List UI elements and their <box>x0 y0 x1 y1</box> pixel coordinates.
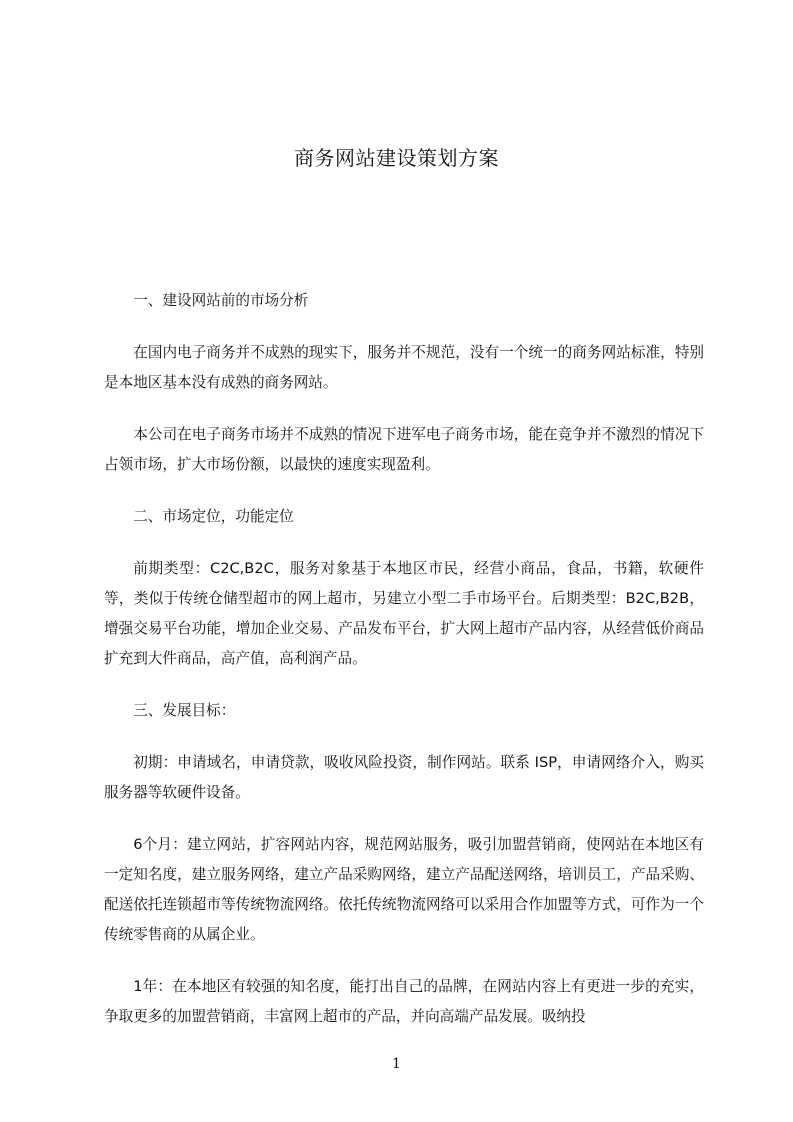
paragraph-market-situation: 在国内电子商务并不成熟的现实下，服务并不规范，没有一个统一的商务网站标准，特别是本地区基本没有成熟的商务网站。 <box>104 344 704 391</box>
section-heading-market-analysis: 一、建设网站前的市场分析 <box>133 292 309 309</box>
paragraph-goal-one-year: 1年：在本地区有较强的知名度，能打出自己的品牌，在网站内容上有更进一步的充实，争取更多的加盟营销商，丰富网上超市的产品，并向高端产品发展。吸纳投 <box>104 978 704 1025</box>
page-number: 1 <box>392 1056 401 1072</box>
document-body <box>104 286 704 1054</box>
document-title: 商务网站建设策划方案 <box>294 146 499 170</box>
paragraph-goal-six-months: 6个月：建立网站，扩容网站内容，规范网站服务，吸引加盟营销商，使网站在本地区有一定知名度，建立服务网络，建立产品采购网络，建立产品配送网络，培训员工，产品采购、配送依托连锁超市等传统物流网络。依托传统物流网络可以采用合作加盟等方式，可作为一个传统零售商的从属企业。 <box>104 836 704 943</box>
paragraph-positioning-types: 前期类型：C2C,B2C，服务对象基于本地区市民，经营小商品，食品，书籍，软硬件等，类似于传统仓储型超市的网上超市，另建立小型二手市场平台。后期类型：B2C,B2B，增强交易平台功能，增加企业交易、产品发布平台，扩大网上超市产品内容，从经营低价商品扩充到大件商品，高产值，高利润产品。 <box>104 560 704 667</box>
paragraph-company-entry: 本公司在电子商务市场并不成熟的情况下进军电子商务市场，能在竞争并不激烈的情况下占领市场，扩大市场份额，以最快的速度实现盈利。 <box>104 426 704 473</box>
paragraph-goal-initial: 初期：申请域名，申请贷款，吸收风险投资，制作网站。联系 ISP，申请网络介入，购买服务器等软硬件设备。 <box>104 754 704 801</box>
section-heading-goals: 三、发展目标： <box>133 702 236 719</box>
section-heading-positioning: 二、市场定位，功能定位 <box>133 508 294 525</box>
